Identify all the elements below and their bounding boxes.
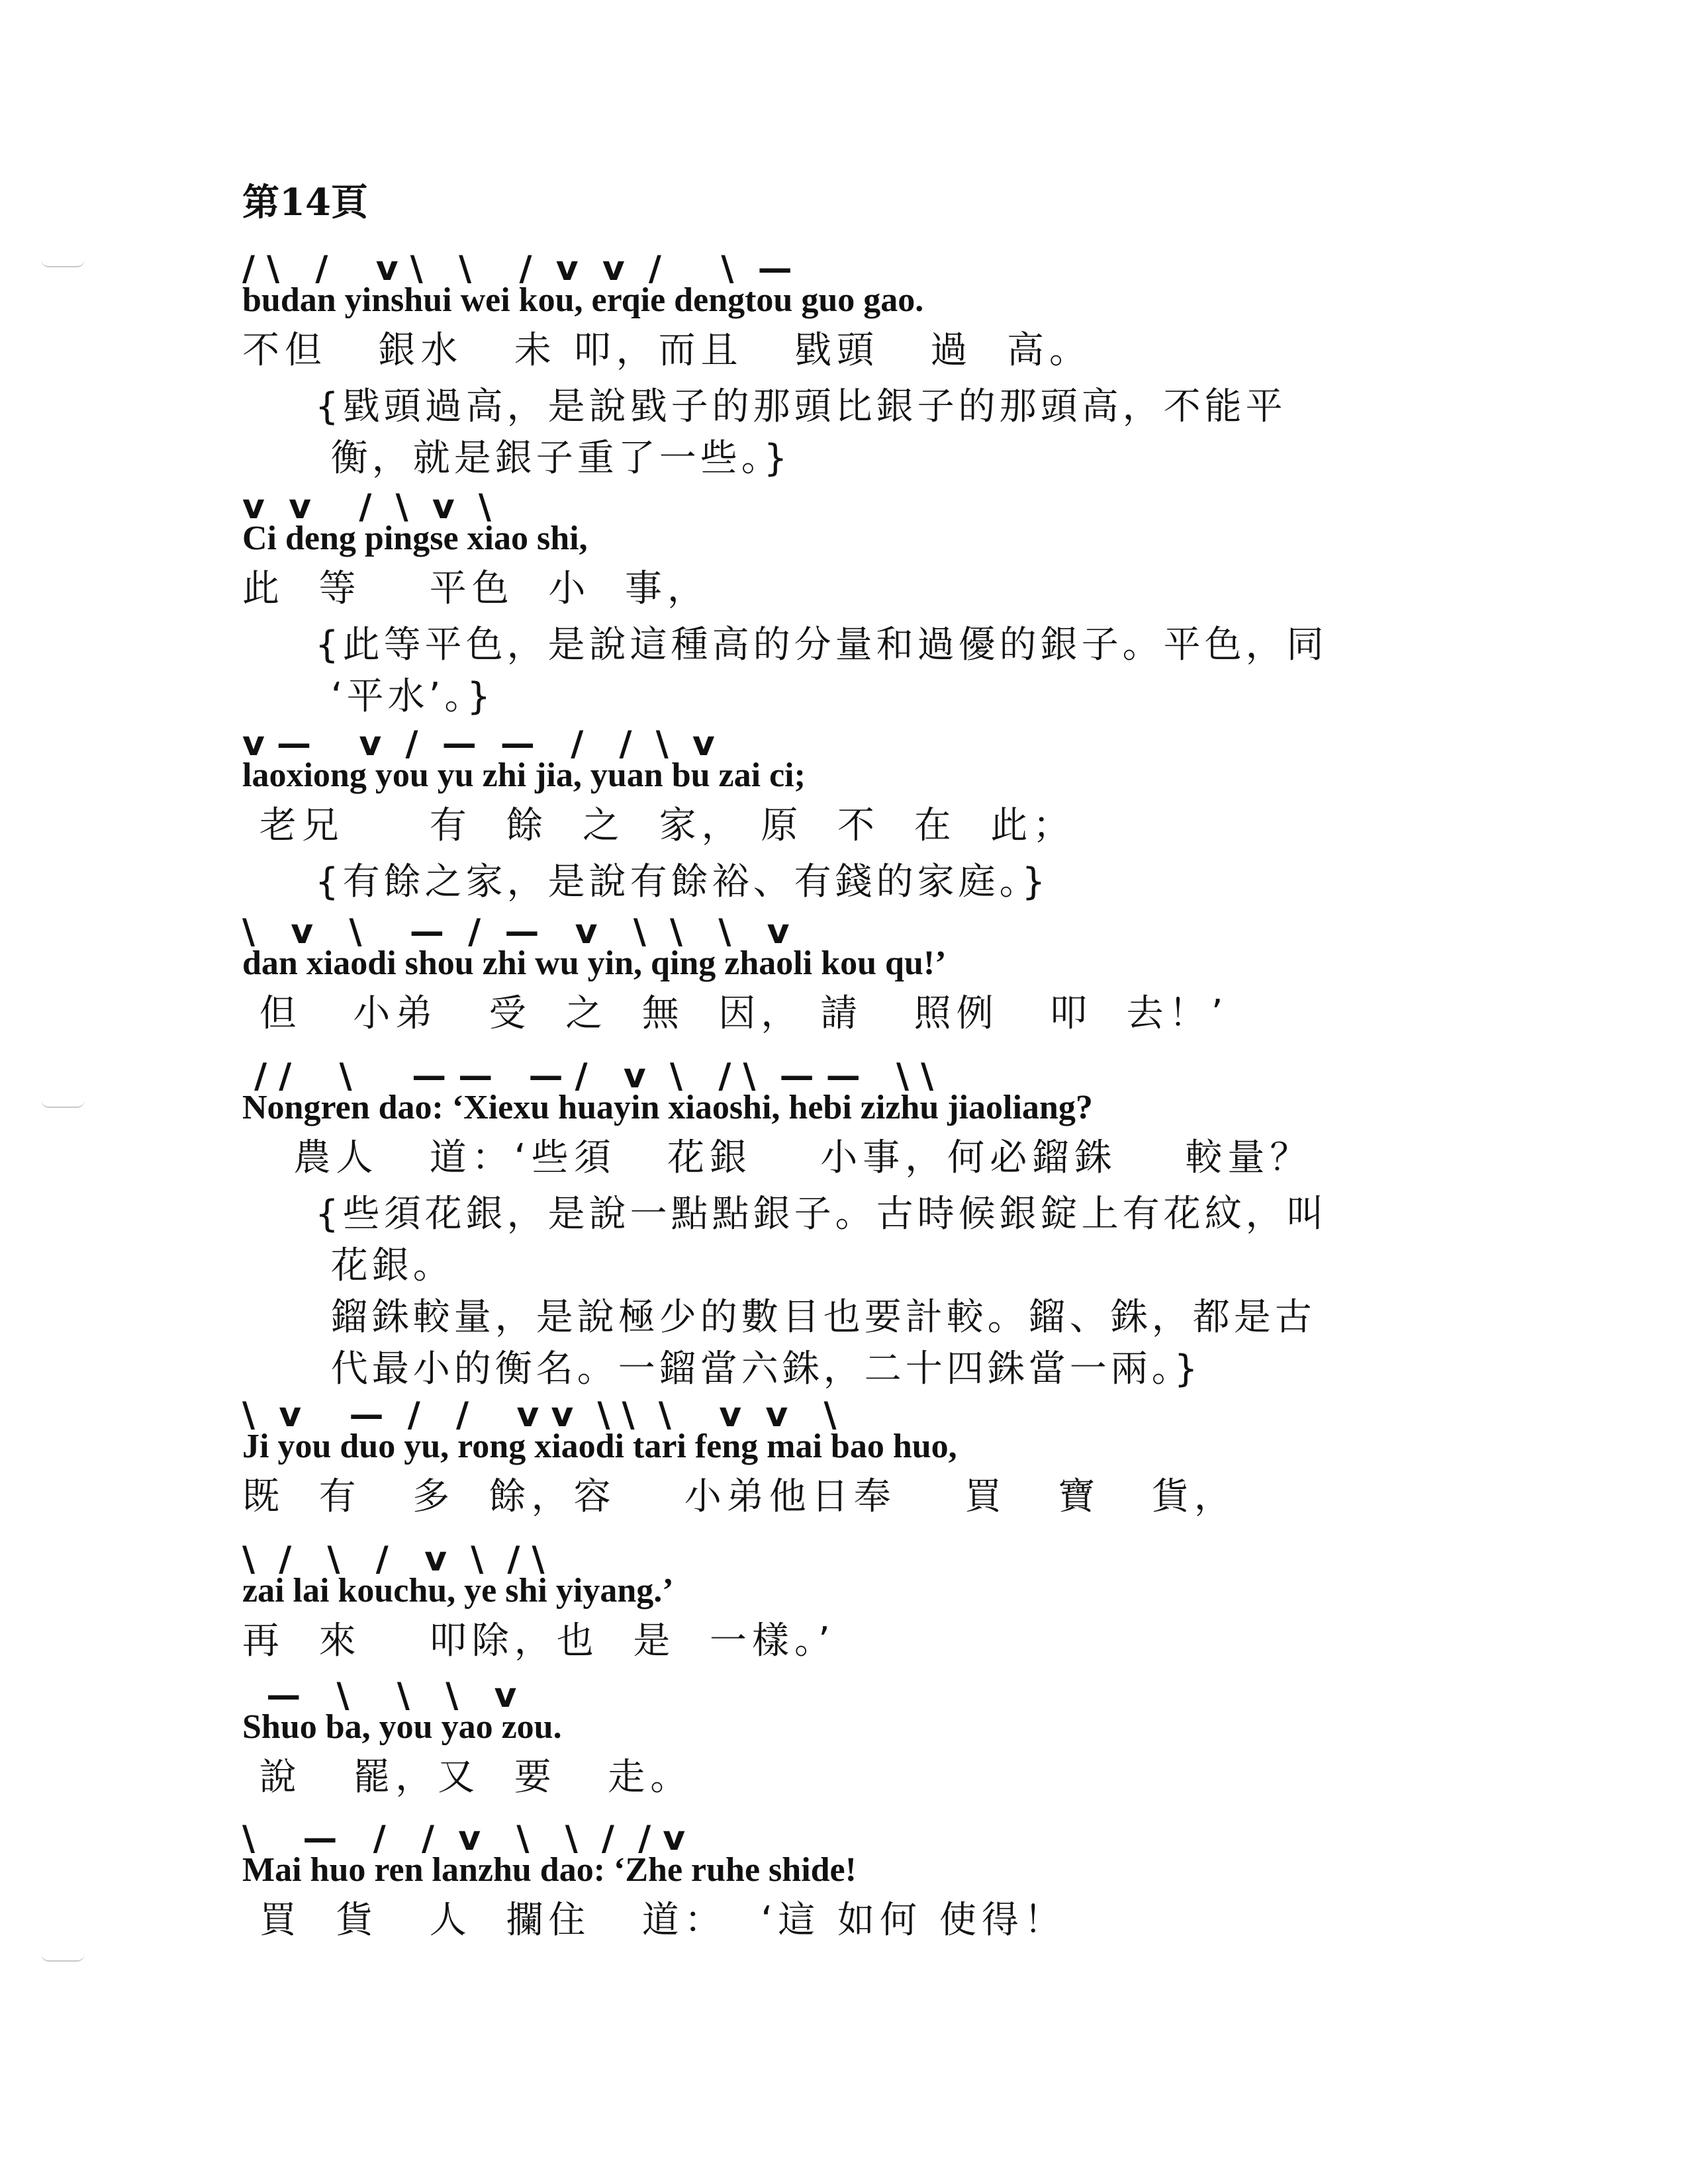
annotation-line: 花銀。: [315, 1244, 454, 1287]
annotation-line: {戥頭過高，是說戥子的那頭比銀子的那頭高，不能平: [315, 385, 1287, 428]
tone-marks: v v / \ v \: [242, 487, 491, 527]
tone-marks: \ — / / v \ \ / / v: [242, 1819, 686, 1858]
annotation-line: {些須花銀，是說一點點銀子。古時候銀錠上有花紋，叫: [315, 1193, 1328, 1236]
hanzi-line: 農人 道：‘些須 花銀 小事，何必鎦銖 較量？: [242, 1136, 1313, 1179]
tone-marks: / / \ — — — / v \ / \ — — \ \: [242, 1056, 934, 1096]
annotation-line: ‘平水’。}: [315, 675, 495, 718]
scan-edge-mark-1: [41, 259, 85, 267]
pinyin-line: dan xiaodi shou zhi wu yin, qing zhaoli kou qu!’: [242, 944, 947, 982]
pinyin-line: budan yinshui wei kou, erqie dengtou guo gao.: [242, 281, 924, 319]
hanzi-line: 不但 銀水 未 叩，而且 戥頭 過 高。: [242, 329, 1092, 372]
annotation-line: 衡，就是銀子重了一些。}: [315, 437, 792, 480]
hanzi-line: 既 有 多 餘，容 小弟他日奉 買 寶 貨，: [242, 1475, 1237, 1518]
scan-edge-mark-2: [41, 1100, 85, 1108]
hanzi-line: 此 等 平色 小 事，: [242, 567, 710, 610]
tone-marks: \ / \ / v \ / \: [242, 1539, 545, 1579]
hanzi-line: 但 小弟 受 之 無 因， 請 照例 叩 去！’: [242, 992, 1229, 1035]
pinyin-line: Nongren dao: ‘Xiexu huayin xiaoshi, hebi zizhu jiaoliang?: [242, 1089, 1093, 1126]
pinyin-line: Mai huo ren lanzhu dao: ‘Zhe ruhe shide!: [242, 1851, 857, 1889]
hanzi-line: 說 罷，又 要 走。: [242, 1756, 693, 1799]
page-title: 第14頁: [242, 181, 368, 224]
pinyin-line: Shuo ba, you yao zou.: [242, 1708, 562, 1746]
hanzi-line: 買 貨 人 攔住 道： ‘這 如何 使得！: [242, 1899, 1066, 1942]
tone-marks: — \ \ \ v: [242, 1676, 517, 1715]
pinyin-line: laoxiong you yu zhi jia, yuan bu zai ci;: [242, 756, 806, 794]
tone-marks: \ v — / / v v \ \ \ v v \: [242, 1395, 837, 1435]
annotation-line: {有餘之家，是說有餘裕、有錢的家庭。}: [315, 860, 1050, 903]
scan-edge-mark-3: [41, 1954, 85, 1962]
tone-marks: / \ / v \ \ / v v / \ —: [242, 249, 792, 289]
hanzi-line: 老兄 有 餘 之 家， 原 不 在 此；: [242, 804, 1076, 847]
tone-marks: v — v / — — / / \ v: [242, 724, 715, 764]
pinyin-line: zai lai kouchu, ye shi yiyang.’: [242, 1572, 674, 1610]
pinyin-line: Ci deng pingse xiao shi,: [242, 520, 588, 557]
hanzi-line: 再 來 叩除，也 是 一樣。’: [242, 1619, 835, 1662]
annotation-line: {此等平色，是說這種高的分量和過優的銀子。平色，同: [315, 623, 1328, 666]
annotation-line: 鎦銖較量，是說極少的數目也要計較。鎦、銖，都是古: [315, 1296, 1316, 1339]
pinyin-line: Ji you duo yu, rong xiaodi tari feng mai bao huo,: [242, 1428, 957, 1465]
tone-marks: \ v \ — / — v \ \ \ v: [242, 912, 790, 952]
annotation-line: 代最小的衡名。一鎦當六銖，二十四銖當一兩。}: [315, 1347, 1202, 1390]
